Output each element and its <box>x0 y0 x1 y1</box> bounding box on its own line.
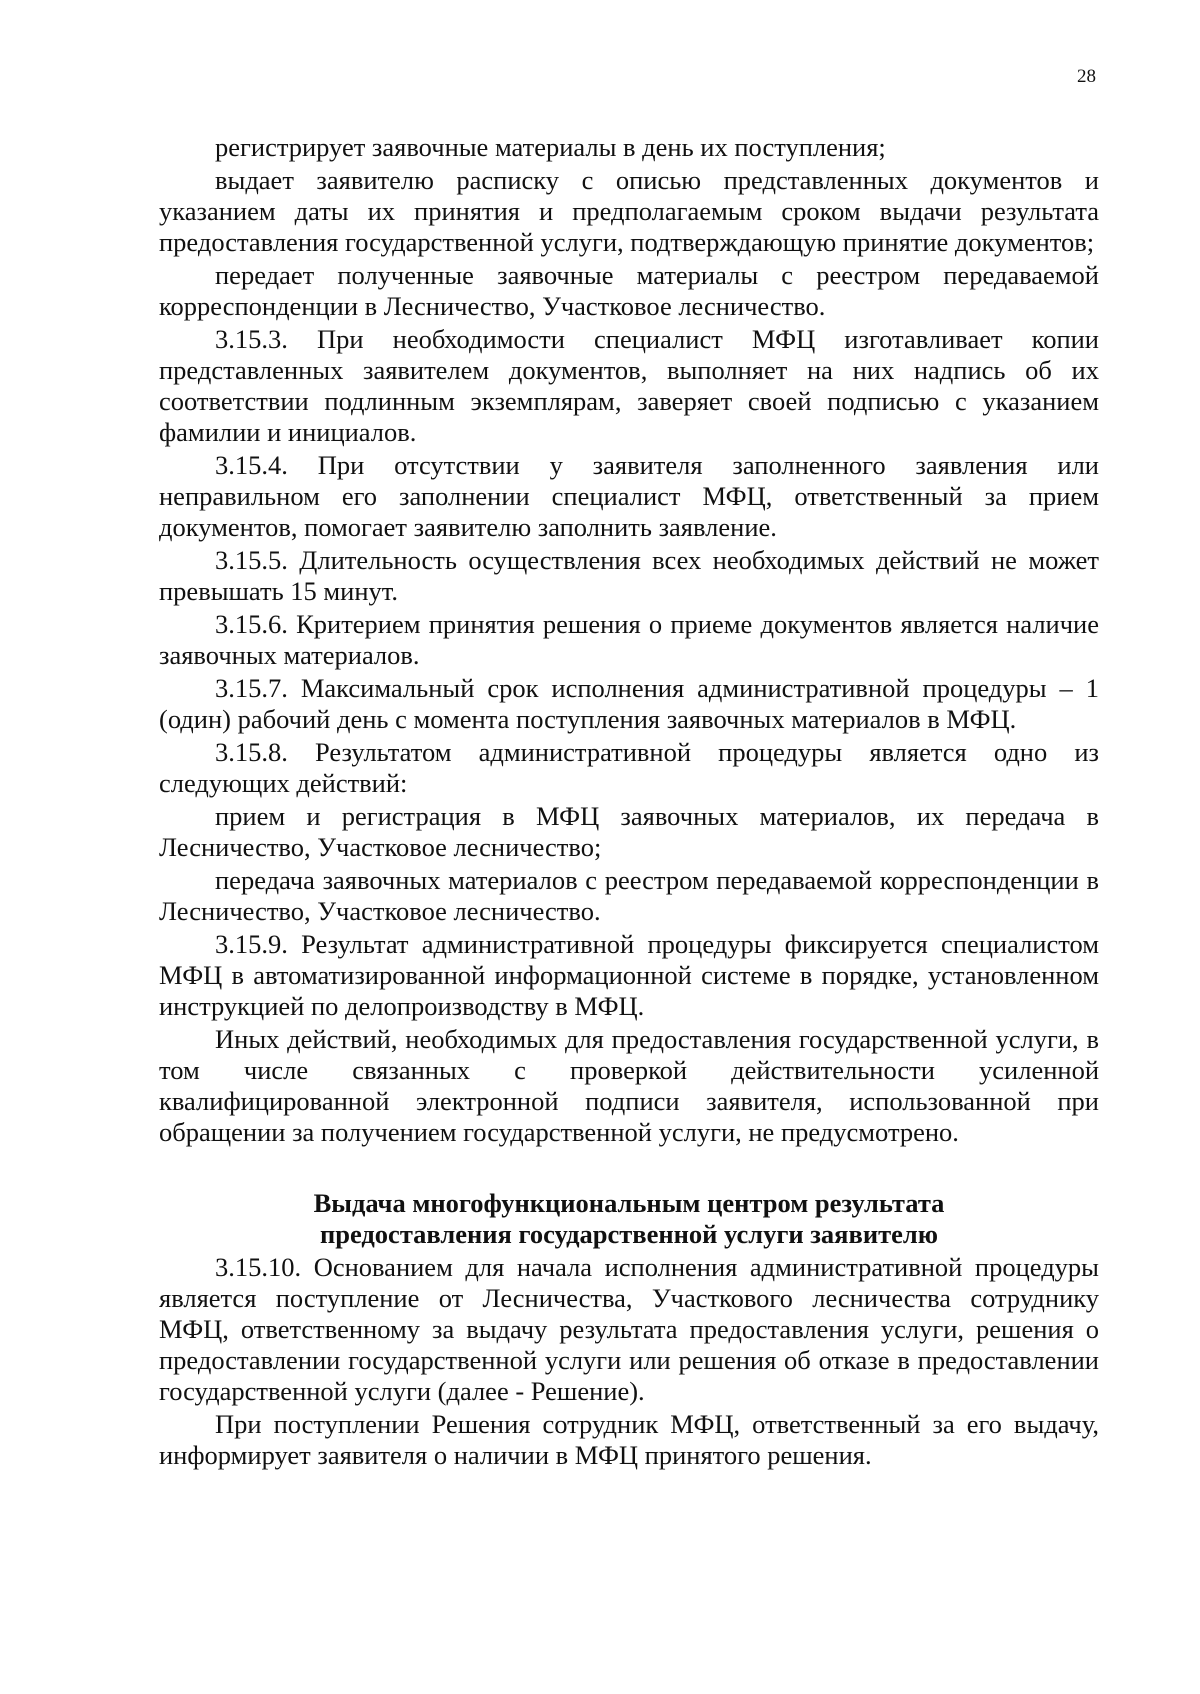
paragraph-receipt: выдает заявителю расписку с описью представленных документов и указанием даты их принятия и предполагаемым сроком выдачи результата предоставления государственной услуги, подтверждающую принятие документов; <box>159 165 1099 257</box>
section-heading-line-1: Выдача многофункциональным центром результата <box>313 1188 945 1218</box>
paragraph-3-15-3: 3.15.3. При необходимости специалист МФЦ изготавливает копии представленных заявителем документов, выполняет на них надпись об их соответствии подлинным экземплярам, заверяет своей подписью с указанием фамилии и инициалов. <box>159 324 1099 447</box>
paragraph-3-15-10: 3.15.10. Основанием для начала исполнения административной процедуры является поступление от Лесничества, Участкового лесничества сотруднику МФЦ, ответственному за выдачу результата предоставления услуги, решения о предоставлении государственной услуги или решения об отказе в предоставлении государственной услуги (далее - Решение). <box>159 1252 1099 1406</box>
paragraph-register: регистрирует заявочные материалы в день их поступления; <box>215 132 886 162</box>
paragraph-3-15-5: 3.15.5. Длительность осуществления всех необходимых действий не может превышать 15 минут. <box>159 545 1099 606</box>
paragraph-3-15-9: 3.15.9. Результат административной процедуры фиксируется специалистом МФЦ в автоматизированной информационной системе в порядке, установленном инструкцией по делопроизводству в МФЦ. <box>159 929 1099 1021</box>
section-heading <box>159 1188 1099 1250</box>
paragraph-3-15-4: 3.15.4. При отсутствии у заявителя заполненного заявления или неправильном его заполнении специалист МФЦ, ответственный за прием документов, помогает заявителю заполнить заявление. <box>159 450 1099 542</box>
paragraph-decision-receipt: При поступлении Решения сотрудник МФЦ, ответственный за его выдачу, информирует заявителя о наличии в МФЦ принятого решения. <box>159 1409 1099 1470</box>
paragraph-other-actions: Иных действий, необходимых для предоставления государственной услуги, в том числе связанных с проверкой действительности усиленной квалифицированной электронной подписи заявителя, использованной при обращении за получением государственной услуги, не предусмотрено. <box>159 1024 1099 1147</box>
paragraph-result-option-2: передача заявочных материалов с реестром передаваемой корреспонденции в Лесничество, Участковое лесничество. <box>159 865 1099 926</box>
page-number: 28 <box>1077 66 1096 87</box>
paragraph-3-15-6: 3.15.6. Критерием принятия решения о приеме документов является наличие заявочных материалов. <box>159 609 1099 670</box>
paragraph-result-option-1: прием и регистрация в МФЦ заявочных материалов, их передача в Лесничество, Участковое лесничество; <box>159 801 1099 862</box>
document-body <box>159 132 1099 1471</box>
paragraph-transfer: передает полученные заявочные материалы с реестром передаваемой корреспонденции в Лесничество, Участковое лесничество. <box>159 260 1099 321</box>
section-heading-line-2: предоставления государственной услуги заявителю <box>319 1219 938 1249</box>
paragraph-3-15-7: 3.15.7. Максимальный срок исполнения административной процедуры – 1 (один) рабочий день с момента поступления заявочных материалов в МФЦ. <box>159 673 1099 734</box>
paragraph-3-15-8: 3.15.8. Результатом административной процедуры является одно из следующих действий: <box>159 737 1099 798</box>
